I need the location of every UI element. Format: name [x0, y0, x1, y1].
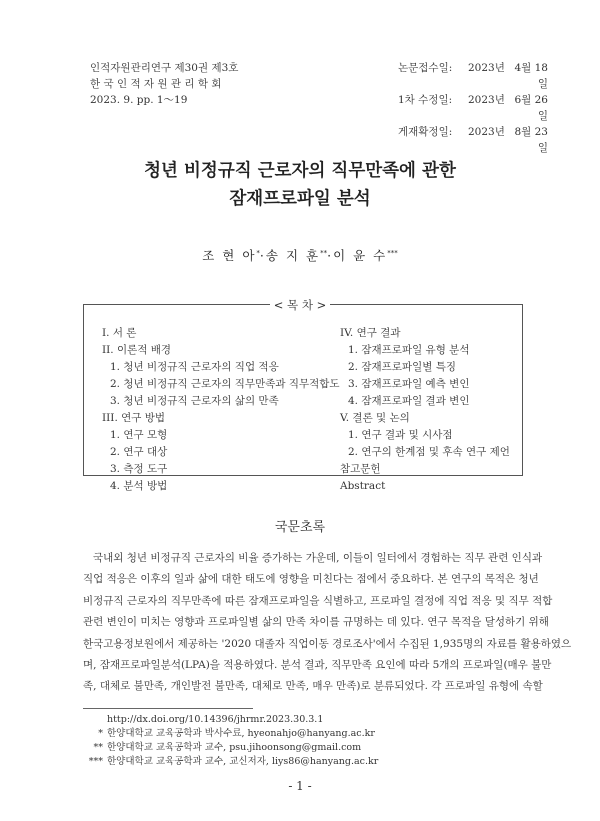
author-separator: ·: [327, 248, 334, 263]
date-year: 2023년: [468, 126, 505, 138]
toc-item: Abstract: [340, 480, 386, 492]
abstract-line: 한국고용정보원에서 제공하는 '2020 대졸자 직업이동 경로조사'에서 수집된 1,935명의 자료를 활용하였으: [83, 637, 572, 650]
toc-subitem: 4. 분석 방법: [110, 480, 168, 492]
author-footnote: [83, 741, 378, 755]
author-footnote: [83, 727, 378, 741]
submission-dates: [398, 60, 548, 156]
abstract-line: 직업 적응은 이후의 일과 삶에 대한 태도에 영향을 미친다는 점에서 중요하다. 본 연구의 목적은 청년: [83, 573, 539, 586]
abstract-line: 족, 대체로 불만족, 개인발전 불만족, 대체로 만족, 매우 만족)로 분류되었다. 각 프로파일 유형에 속할: [83, 680, 543, 693]
journal-name: 인적자원관리연구 제30권 제3호: [90, 62, 239, 74]
toc-subitem: 3. 청년 비정규직 근로자의 삶의 만족: [110, 395, 279, 407]
doi-link[interactable]: http://dx.doi.org/10.14396/jhrmr.2023.30.3.1: [107, 714, 324, 725]
paper-title-line-2: 잠재프로파일 분석: [229, 189, 371, 209]
toc-subitem: 2. 연구의 한계점 및 후속 연구 제언: [348, 446, 510, 458]
footnote-text: 한양대학교 교육공학과 교수, 교신저자, liys86@hanyang.ac.kr: [107, 756, 379, 767]
author-3-mark: ***: [387, 248, 398, 257]
abstract-line: 관련 변인이 미치는 영향과 프로파일별 삶의 만족 차이를 규명하는 데 있다. 연구 목적을 달성하기 위해: [83, 616, 549, 629]
date-label: 게재확정일:: [398, 126, 453, 138]
footnotes: [83, 713, 378, 769]
author-3: 이 윤 수: [333, 248, 388, 263]
date-row-revised: [398, 92, 548, 124]
toc-subitem: 1. 청년 비정규직 근로자의 직업 적응: [110, 361, 279, 373]
footnote-text: 한양대학교 교육공학과 교수, psu.jihoonsong@gmail.com: [107, 742, 362, 753]
toc-subitem: 2. 연구 대상: [110, 446, 168, 458]
page-number: - 1 -: [288, 779, 312, 793]
date-label: 논문접수일:: [398, 62, 453, 74]
date-monthday: 6월 26일: [514, 94, 548, 122]
footnote-mark: **: [93, 742, 103, 753]
author-1: 조 현 아: [202, 248, 257, 263]
doi-footnote: [83, 713, 378, 727]
toc-subitem: 1. 연구 결과 및 시사점: [348, 429, 453, 441]
date-year: 2023년: [468, 62, 505, 74]
date-year: 2023년: [468, 94, 505, 106]
footnote-text: 한양대학교 교육공학과 박사수료, hyeonahjo@hanyang.ac.kr: [107, 728, 375, 739]
abstract-heading: 국문초록: [274, 520, 326, 535]
footnote-divider: [83, 708, 253, 709]
toc-item: V. 결론 및 논의: [340, 412, 410, 424]
toc-item: II. 이론적 배경: [102, 344, 172, 356]
author-footnote: [83, 755, 378, 769]
author-2-mark: **: [320, 248, 328, 257]
abstract-body: [83, 548, 572, 698]
author-separator: ·: [259, 248, 266, 263]
paper-title-line-1: 청년 비정규직 근로자의 직무만족에 관한: [144, 161, 456, 181]
date-monthday: 8월 23일: [514, 126, 548, 154]
author-list: [0, 246, 600, 264]
toc-heading: < 목 차 >: [270, 297, 330, 313]
toc-item: I. 서 론: [102, 327, 137, 339]
toc-subitem: 4. 잠재프로파일 결과 변인: [348, 395, 470, 407]
abstract-line: 국내외 청년 비정규직 근로자의 비율 증가하는 가운데, 이들이 일터에서 경험하는 직무 관련 인식과: [93, 552, 543, 564]
footnote-mark: *: [98, 728, 103, 739]
toc-subitem: 2. 잠재프로파일별 특징: [348, 361, 456, 373]
date-label: 1차 수정일:: [398, 94, 453, 106]
toc-subitem: 3. 잠재프로파일 예측 변인: [348, 378, 470, 390]
footnote-mark: [83, 713, 107, 727]
date-row-received: [398, 60, 548, 92]
journal-header: [90, 60, 238, 108]
date-monthday: 4월 18일: [514, 62, 548, 90]
toc-item: III. 연구 방법: [102, 412, 166, 424]
abstract-line: 비정규직 근로자의 직무만족에 따른 잠재프로파일을 식별하고, 프로파일 결정에 직업 적응 및 직무 적합: [83, 594, 553, 607]
toc-subitem: 3. 측정 도구: [110, 463, 168, 475]
author-1-mark: *: [256, 248, 260, 257]
footnote-mark: ***: [88, 756, 103, 767]
toc-subitem: 2. 청년 비정규직 근로자의 직무만족과 직무적합도: [110, 378, 340, 390]
society-name: 한 국 인 적 자 원 관 리 학 회: [90, 78, 222, 90]
issue-info: 2023. 9. pp. 1～19: [90, 94, 188, 106]
toc-right-column: [340, 325, 510, 495]
abstract-line: 며, 잠재프로파일분석(LPA)을 적용하였다. 분석 결과, 직무만족 요인에 따라 5개의 프로파일(매우 불만: [83, 659, 552, 672]
toc-item: IV. 연구 결과: [340, 327, 401, 339]
toc-item: 참고문헌: [340, 463, 381, 475]
author-2: 송 지 훈: [265, 248, 321, 263]
toc-subitem: 1. 잠재프로파일 유형 분석: [348, 344, 470, 356]
toc-subitem: 1. 연구 모형: [110, 429, 168, 441]
date-row-accepted: [398, 124, 548, 156]
toc-left-column: [102, 325, 340, 495]
